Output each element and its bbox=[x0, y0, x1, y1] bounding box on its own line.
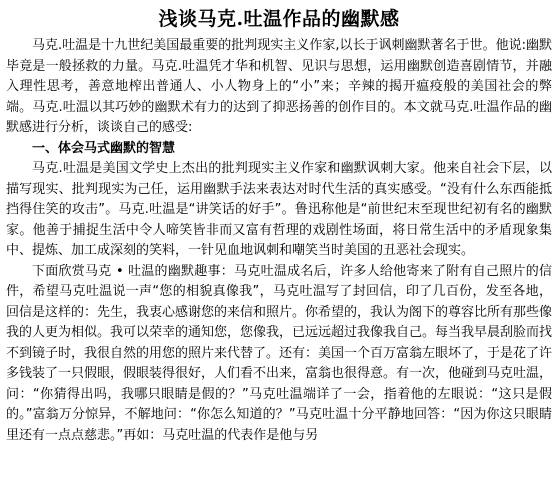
document-title: 浅谈马克.吐温作品的幽默感 bbox=[158, 8, 400, 30]
section-heading: 一、体会马式幽默的智慧 bbox=[32, 140, 176, 156]
section-paragraph-1: 马克.吐温是美国文学史上杰出的批判现实主义作家和幽默讽刺大家。他来自社会下层，以描写现实、批判现实为己任，运用幽默手法来表达对时代生活的真实感受。“没有什么东西能抵挡得住笑的攻击”。马克.吐温是“讲笑话的好手”。鲁迅称他是“前世纪末至现世纪初有名的幽默家。他善于捕捉生活中令人啼笑皆非而又富有哲理的戏剧性场面，将日常生活中的矛盾现象集中、提炼、加工成深刻的笑料，一针见血地讽刺和嘲笑当时美国的丑恶社会现实。 bbox=[6, 161, 552, 258]
section-paragraph-2: 下面欣赏马克 • 吐温的幽默趣事：马克吐温成名后，许多人给他寄来了附有自己照片的信件，希望马克吐温说一声“您的相貌真像我”，马克吐温写了封回信，印了几百份，发至各地，回信是这样的：先生，我衷心感谢您的来信和照片。你希望的，我认为阁下的尊容比所有那些像我的人更为相似。我可以荣幸的通知您，您像我，已远远超过我像我自己。每当我早晨刮脸而找不到镜子时，我很自然的用您的照片来代替了。还有：美国一个百万富翁左眼坏了，于是花了许多钱装了一只假眼，假眼装得很好，人们看不出来，富翁也很得意。有一次，他碰到马克吐温，问：“你猜得出吗，我哪只眼睛是假的？”马克吐温端详了一会，指着他的左眼说：“这只是假的。”富翁万分惊异，不解地问：“你怎么知道的？”马克吐温十分平静地回答：“因为你这只眼睛里还有一点点慈悲。”再如：马克吐温的代表作是他与另 bbox=[6, 263, 553, 443]
intro-paragraph: 马克.吐温是十九世纪美国最重要的批判现实主义作家,以长于讽刺幽默著名于世。他说:幽默毕竟是一般拯救的力量。马克.吐温凭才华和机智、见识与思想，运用幽默创造喜剧情节，并融入理性思考，善意地榨出普通人、小人物身上的“小”来；辛辣的揭开瘟疫般的美国社会的弊端。马克.吐温以其巧妙的幽默术有力的达到了抑恶扬善的创作目的。本文就马克.吐温作品的幽默感进行分析，谈谈自己的感受: bbox=[6, 38, 552, 135]
